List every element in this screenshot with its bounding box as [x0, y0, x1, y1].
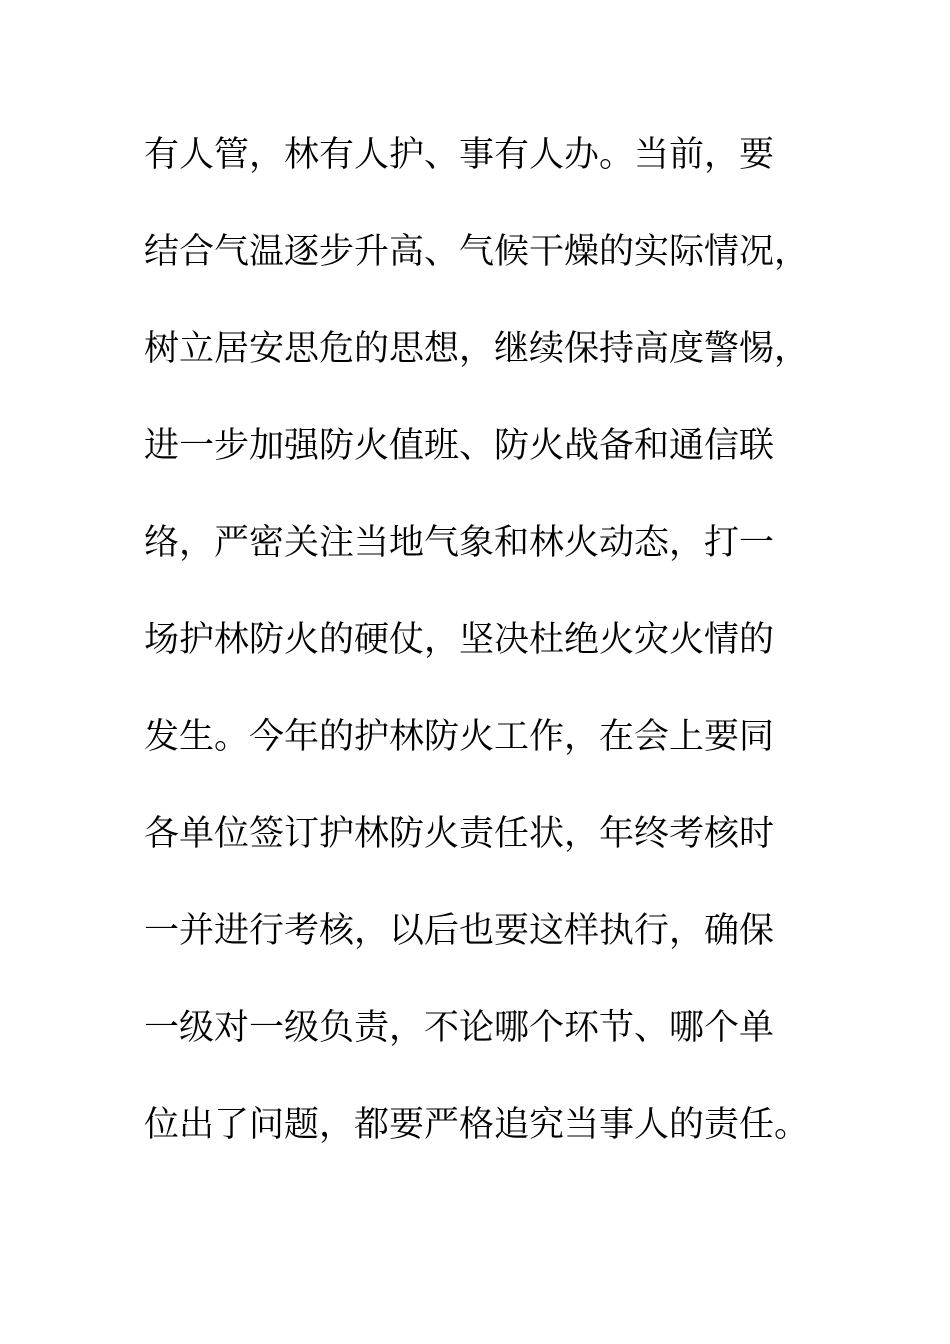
text-line-1: 有人管，林有人护、事有人办。当前，要	[144, 135, 775, 175]
text-line-4: 进一步加强防火值班、防火战备和通信联	[144, 426, 775, 466]
text-line-11: 位出了问题，都要严格追究当事人的责任。	[144, 1105, 810, 1145]
text-line-8: 各单位签订护林防火责任状，年终考核时	[144, 814, 775, 854]
text-line-9: 一并进行考核，以后也要这样执行，确保	[144, 911, 775, 951]
text-line-10: 一级对一级负责，不论哪个环节、哪个单	[144, 1008, 775, 1048]
text-line-3: 树立居安思危的思想，继续保持高度警惕，	[144, 329, 810, 369]
text-line-7: 发生。今年的护林防火工作，在会上要同	[144, 717, 775, 757]
body-text	[144, 129, 824, 1196]
text-line-5: 络，严密关注当地气象和林火动态，打一	[144, 523, 775, 563]
text-line-2: 结合气温逐步升高、气候干燥的实际情况，	[144, 232, 810, 272]
text-line-6: 场护林防火的硬仗，坚决杜绝火灾火情的	[144, 620, 775, 660]
